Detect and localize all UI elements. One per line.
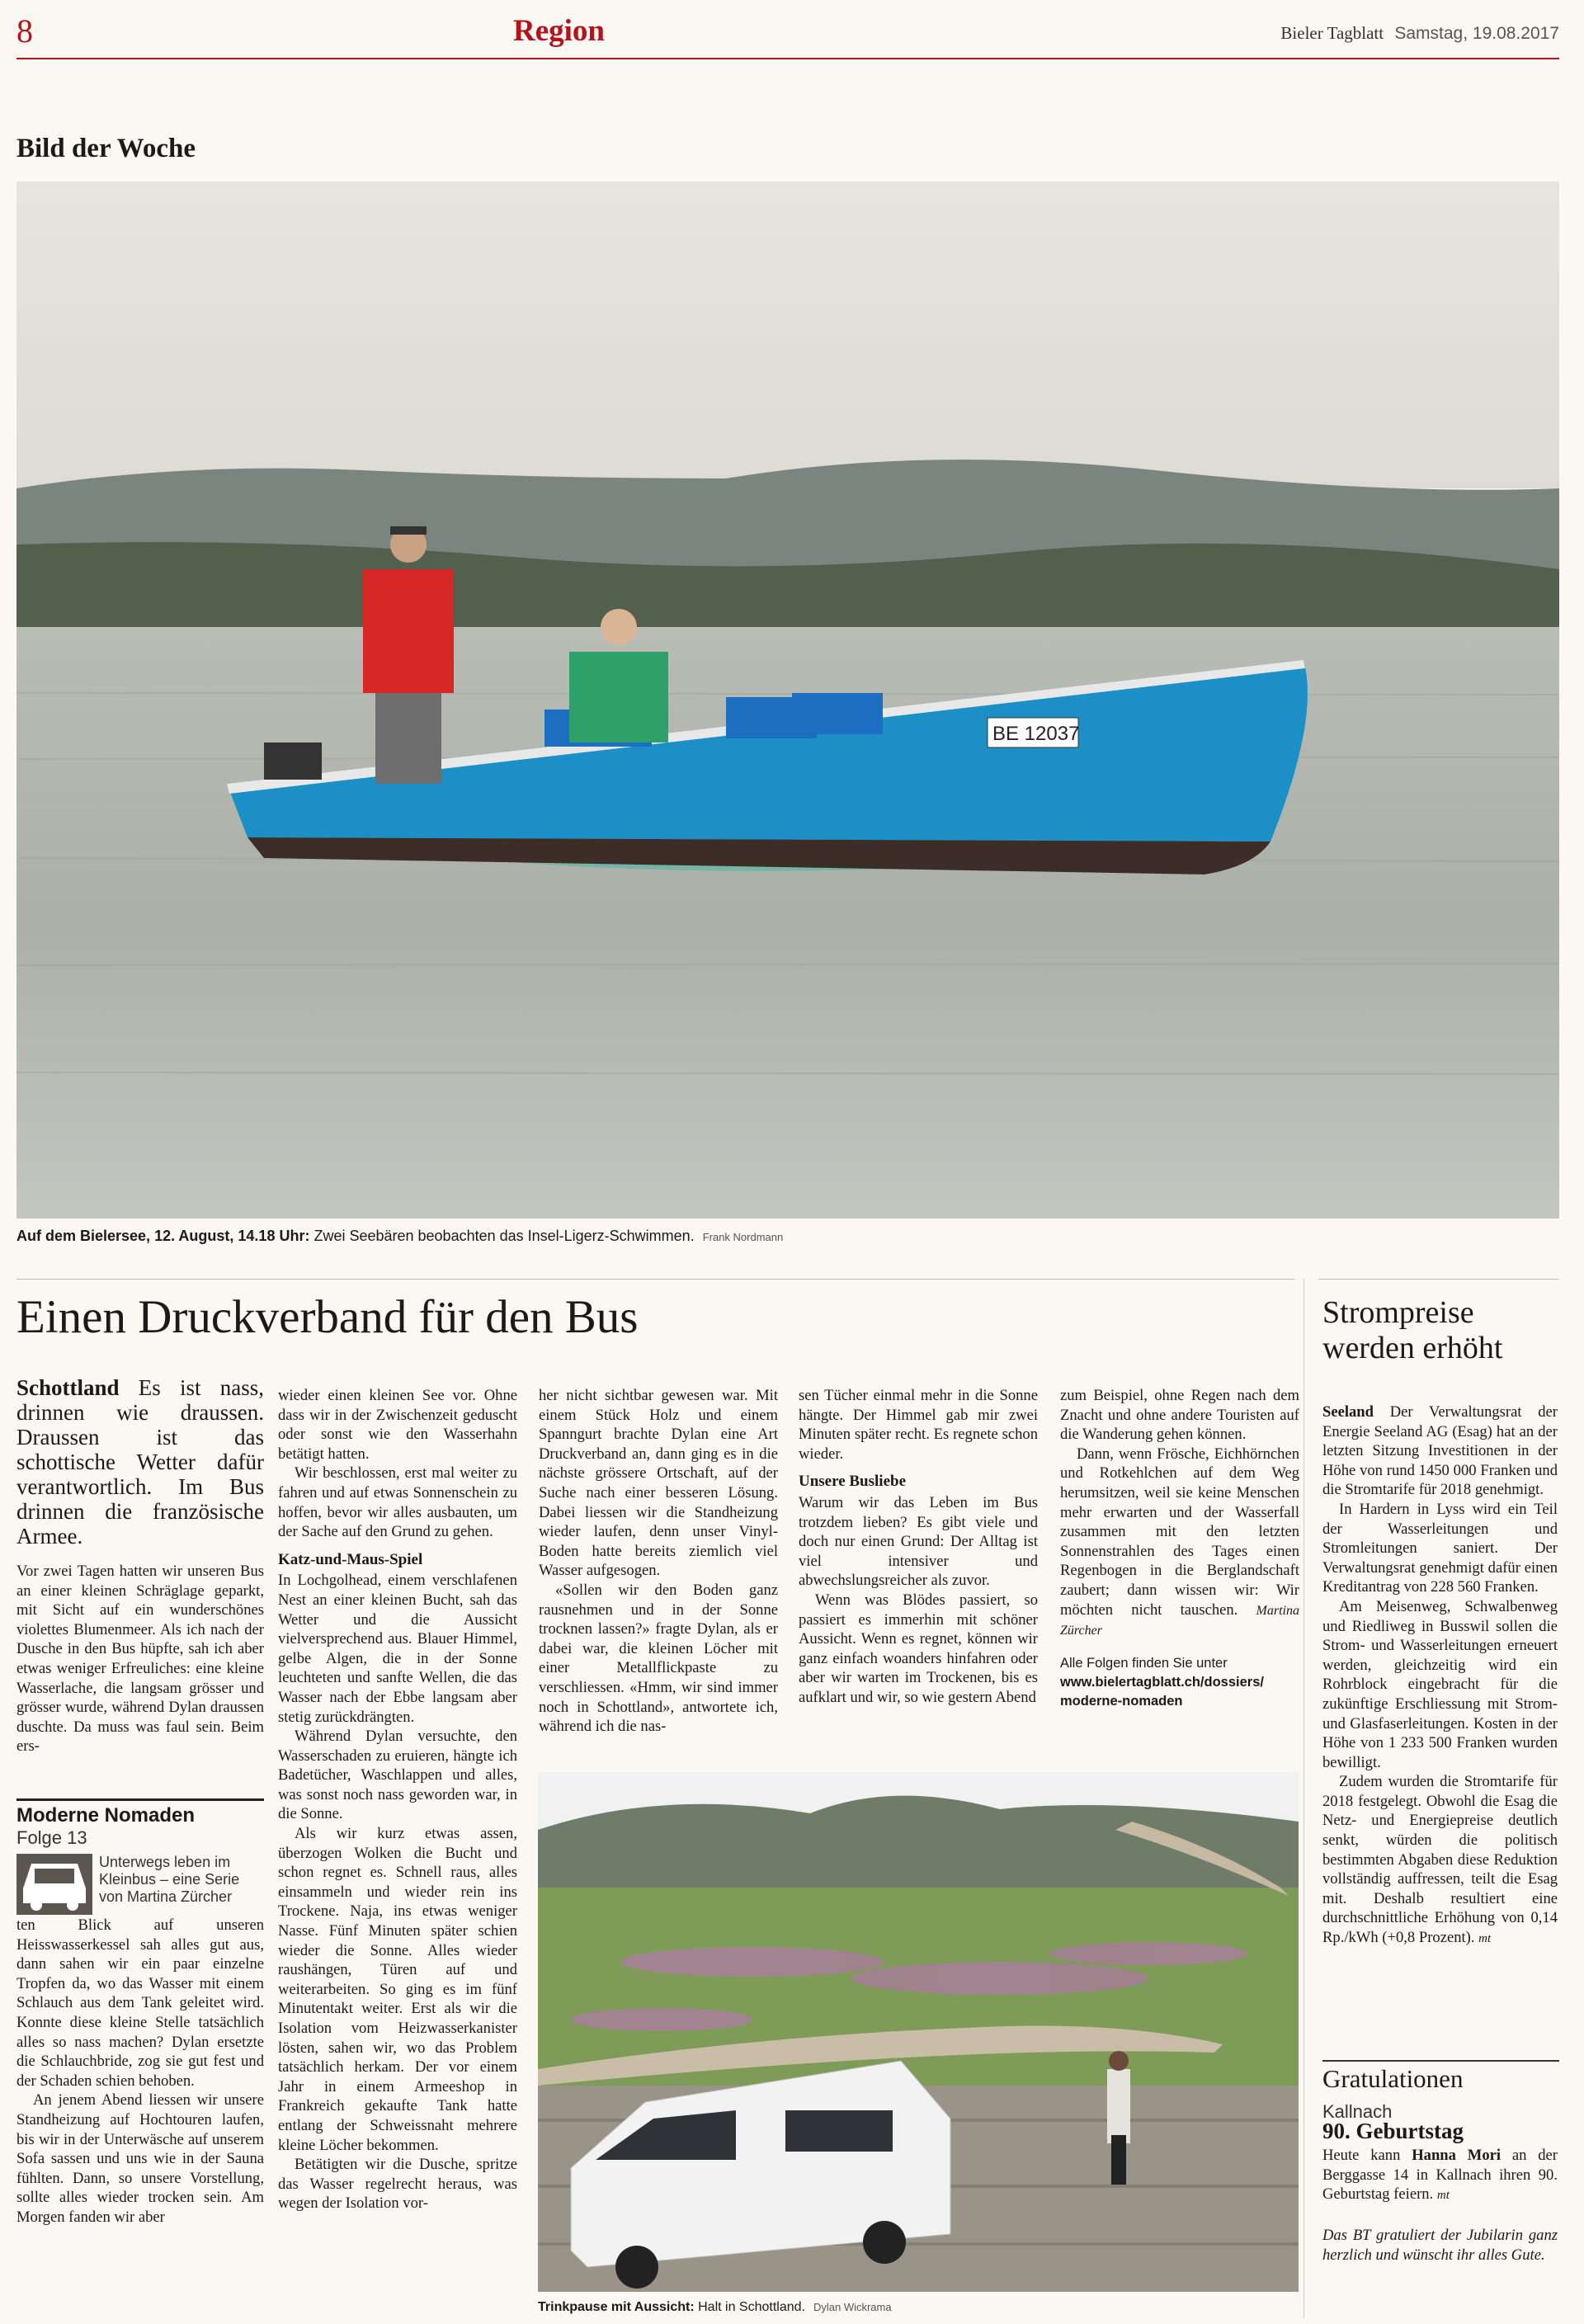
sidebar-gratulationen bbox=[1322, 2102, 1558, 2265]
paragraph bbox=[1060, 1445, 1299, 1641]
van-photo bbox=[538, 1772, 1299, 2292]
article-column-4 bbox=[799, 1386, 1038, 1708]
paragraph: ten Blick auf unseren Heisswasserkessel sah alles gut aus, dann sahen wir ein paar einzelne Tropfen da, wo das Wasser mit einem Schlauch aus dem Tank geleitet wird. Konnte diese kleine Stelle tatsächlich alles so nass machen? Dylan ersetzte die Schlauchbride, zog sie gut fest und der Schaden schien behoben. bbox=[16, 1916, 264, 2090]
series-link-label: Alle Folgen finden Sie unter bbox=[1060, 1655, 1228, 1671]
photo-week-label: Bild der Woche bbox=[16, 134, 196, 163]
page-number: 8 bbox=[16, 12, 33, 49]
paragraph: Während Dylan versuchte, den Wasserschaden zu eruieren, hängte ich Badetücher, Waschlappen und alles, was sonst noch nass geworden war, in die Sonne. bbox=[278, 1728, 517, 1823]
caption-place-time: Auf dem Bielersee, 12. August, 14.18 Uhr: bbox=[16, 1228, 310, 1244]
caption-text: Zwei Seebären beobachten das Insel-Ligerz-Schwimmen. bbox=[309, 1228, 695, 1244]
article-column-1-cont bbox=[16, 1916, 264, 2227]
subheading: Katz-und-Maus-Spiel bbox=[278, 1550, 423, 1568]
article-column-1 bbox=[16, 1562, 264, 1756]
grat-text-b: an der Berggasse 14 in Kallnach ihren 90. Geburtstag feiern. bbox=[1322, 2147, 1558, 2204]
sidebar-article-strompreise bbox=[1322, 1402, 1558, 1949]
paragraph bbox=[1322, 1772, 1558, 1949]
paragraph-text: Dann, wenn Frösche, Eichhörnchen und Rotkehlchen auf dem Weg herumsitzen, weil sie keine Menschen mehr erwarten und der Wasserfall zusammen mit den letzten Sonnenstrahlen des Tages einen Regenbogen in die Berglandschaft zaubert; dann wissen wir: Wir möchten nicht tauschen. bbox=[1060, 1445, 1299, 1619]
paragraph: Wenn was Blödes passiert, so passiert es immerhin mit schöner Aussicht. Wenn es regnet, können wir ganz einfach woanders hinfahren oder aber wir warten im Trockenen, bis es aufklart und wir, so wie gestern Abend bbox=[799, 1591, 1038, 1706]
paragraph bbox=[1322, 1402, 1558, 1500]
photo-credit: Frank Nordmann bbox=[702, 1231, 784, 1243]
paragraph-text: Zudem wurden die Stromtarife für 2018 festgelegt. Obwohl die Esag die Netz- und Energiepreise deutlich senkt, würden die politisch bestimmten Abgaben diese Reduktion vollständig auffressen, teilt die Esag mit. Deshalb resultiert eine durchschnittliche Erhöhung von 0,14 Rp./kWh (+0,8 Prozent). bbox=[1322, 1773, 1558, 1947]
paragraph: In Hardern in Lyss wird ein Teil der Wasserleitungen und Stromleitungen saniert. Der Verwaltungsrat genehmigt dafür einen Kreditantrag von 228 560 Franken. bbox=[1322, 1500, 1558, 1596]
series-description: Unterwegs leben im Kleinbus – eine Serie von Martina Zürcher bbox=[99, 1854, 240, 1905]
sidebar-place: Seeland bbox=[1322, 1403, 1374, 1421]
article-column-5 bbox=[1060, 1386, 1299, 1711]
paragraph bbox=[1322, 2146, 1558, 2206]
lead-text: Es ist nass, drinnen wie draussen. Draussen ist das schottische Wetter dafür verantwortlich. Im Bus drinnen die französische Armee. bbox=[16, 1375, 264, 1549]
paragraph: «Sollen wir den Boden ganz rausnehmen und in der Sonne trocknen lassen?» fragte Dylan, als er dabei war, die kleinen Löcher mit einer Metallflickpaste zu verschliessen. «Hmm, wir sind immer noch in Schottland», antwortete ich, während ich die nas- bbox=[539, 1581, 778, 1736]
sidebar-signature: mt bbox=[1478, 1932, 1492, 1946]
van-scene bbox=[538, 1772, 1299, 2292]
paragraph: Warum wir das Leben im Bus trotzdem lieben? Es gibt viele und doch nur einen Grund: Der Alltag ist viel intensiver und abwechslungsreicher als zuvor. bbox=[799, 1493, 1038, 1590]
grat-town: Kallnach bbox=[1322, 2101, 1393, 2122]
boat-photo bbox=[16, 181, 1559, 1219]
bus-icon bbox=[16, 1854, 92, 1915]
author-byline: Martina Zürcher bbox=[1060, 1603, 1299, 1638]
paragraph-text: Der Verwaltungsrat der Energie Seeland AG (Esag) hat an der letzten Sitzung Investitionen in der Höhe von rund 1450 000 Franken und die Stromtarife für 2018 genehmigt. bbox=[1322, 1403, 1558, 1499]
series-title: Moderne Nomaden bbox=[16, 1804, 196, 1827]
paragraph: An jenem Abend liessen wir unsere Standheizung auf Hochtouren laufen, bis wir in der Unterwäsche auf unserem Sofa sassen und uns wie in der Sauna fühlten. Dann, so unsere Vorstellung, sollte alles wieder trocken sein. Am Morgen fanden wir aber bbox=[16, 2091, 264, 2226]
van-photo-caption bbox=[538, 2300, 892, 2315]
paragraph: In Lochgolhead, einem verschlafenen Nest an einer kleinen Bucht, sah das Wetter und die Aussicht vielversprechend aus. Blauer Himmel, gelbe Algen, die in der Sonne leuchteten und sanfte Wellen, die das Wasser nach der Ebbe langsam aber stetig zurückdrängten. bbox=[278, 1572, 517, 1726]
article-column-2 bbox=[278, 1386, 517, 2213]
van-caption-text: Halt in Schottland. bbox=[694, 2300, 805, 2314]
sidebar-headline-gratulationen: Gratulationen bbox=[1322, 2064, 1464, 2093]
photo-caption bbox=[16, 1228, 783, 1245]
sidebar-divider bbox=[1318, 1279, 1559, 1280]
van-photo-credit: Dylan Wickrama bbox=[813, 2301, 892, 2313]
series-info-box bbox=[16, 1798, 264, 1915]
grat-note: Das BT gratuliert der Jubilarin ganz herzlich und wünscht ihr alles Gute. bbox=[1322, 2226, 1558, 2264]
paragraph: sen Tücher einmal mehr in die Sonne hängte. Der Himmel gab mir zwei Minuten später recht. Es regnete schon wieder. bbox=[799, 1387, 1038, 1463]
issue-date: Samstag, 19.08.2017 bbox=[1394, 24, 1559, 43]
paragraph: wieder einen kleinen See vor. Ohne dass wir in der Zwischenzeit geduscht oder sonst wie den Wasserhahn betätigt hatten. bbox=[278, 1387, 517, 1463]
van-caption-bold: Trinkpause mit Aussicht: bbox=[538, 2300, 695, 2314]
article-headline: Einen Druckverband für den Bus bbox=[16, 1291, 639, 1343]
boat-plate: BE 12037 bbox=[992, 723, 1080, 745]
series-episode: Folge 13 bbox=[16, 1827, 87, 1848]
boat-scene bbox=[16, 181, 1559, 1219]
paragraph: Wir beschlossen, erst mal weiter zu fahren und auf etwas Sonnenschein zu hoffen, bevor wir alles ausbauten, um der Sache auf den Grund zu gehen. bbox=[278, 1464, 517, 1541]
paragraph: her nicht sichtbar gewesen war. Mit einem Stück Holz und einem Spanngurt brachte Dylan eine Art Druckverband an, dann ging es in die nächste grössere Ortschaft, auf der Suche nach einer besseren Lösung. Dabei liessen wir die Standheizung wieder laufen, denn unser Vinyl-Boden hatte bereits ziemlich viel Wasser aufgesogen. bbox=[539, 1387, 778, 1580]
section-divider bbox=[16, 1279, 1295, 1280]
header-rule bbox=[16, 58, 1559, 59]
grat-birthday: 90. Geburtstag bbox=[1322, 2118, 1464, 2143]
article-column-3 bbox=[539, 1386, 778, 1737]
paragraph: zum Beispiel, ohne Regen nach dem Znacht und ohne andere Touristen auf die Wanderung gehen können. bbox=[1060, 1387, 1299, 1444]
paragraph: Betätigten wir die Dusche, spritze das Wasser regelrecht heraus, was wegen der Isolation vor- bbox=[278, 2156, 517, 2213]
article-lead bbox=[16, 1375, 264, 1549]
sidebar-headline-strompreise: Strompreise werden erhöht bbox=[1322, 1295, 1503, 1365]
paragraph: Vor zwei Tagen hatten wir unseren Bus an einer kleinen Schräglage geparkt, mit Sicht auf ein wunderschönes violettes Blumenmeer. Als ich nach der Dusche in den Bus hüpfte, sah ich aber etwas weniger Erfreuliches: eine kleine Wasserlache, die langsam grösser und grösser wurde, während Dylan draussen duschte. Da muss was faul sein. Beim ers- bbox=[16, 1563, 264, 1756]
paragraph: Am Meisenweg, Schwalbenweg und Riedliweg in Busswil sollen die Strom- und Wasserleitungen erneuert werden, gleichzeitig wird ein Rohrblock eingebracht für die zukünftige Erschliessung mit Strom- und Glasfaserleitungen. Kosten in der Höhe von 1 233 500 Franken wurden bewilligt. bbox=[1322, 1597, 1558, 1771]
lead-place: Schottland bbox=[16, 1375, 120, 1400]
grat-name: Hanna Mori bbox=[1412, 2147, 1502, 2165]
series-link[interactable]: www.bielertagblatt.ch/dossiers/ moderne-nomaden bbox=[1060, 1674, 1264, 1709]
subheading: Unsere Busliebe bbox=[799, 1473, 907, 1491]
masthead bbox=[1280, 23, 1559, 44]
section-title: Region bbox=[513, 14, 605, 48]
newspaper-name: Bieler Tagblatt bbox=[1280, 23, 1384, 43]
grat-text-a: Heute kann bbox=[1322, 2147, 1412, 2165]
series-link-box bbox=[1060, 1654, 1299, 1711]
sidebar-rule bbox=[1322, 2060, 1559, 2062]
grat-signature: mt bbox=[1436, 2189, 1450, 2203]
paragraph: Als wir kurz etwas assen, überzogen Wolken die Bucht und schon regnet es. Schnell raus, alles einsammeln und wieder rein ins Trockene. Naja, ins etwas weniger Nasse. Fünf Minuten später schien wieder die Sonne. Alles wieder raushängen, Türen auf und weiterarbeiten. So ging es im fünf Minutentakt weiter. Erst als wir die Isolation vom Heizwasserkanister lösten, sahen wir, wo das Problem tatsächlich herkam. Der vor einem Jahr in einem Armeeshop in Frankreich gekaufte Tank hatte entlang der Schweissnaht mehrere kleine Löcher bekommen. bbox=[278, 1825, 517, 2154]
